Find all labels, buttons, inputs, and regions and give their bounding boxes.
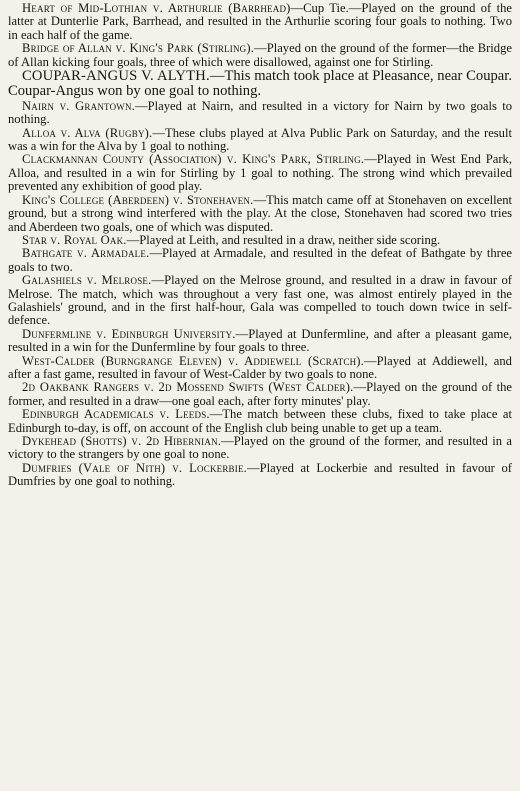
report-heading: Galashiels v. Melrose.	[22, 273, 152, 288]
report-body: —Played on the Melrose ground, and resulted in a draw in favour of Melrose. The match, which was throughout a very fast one, was almost entirely played in the Galashiels' ground, and in the first half-hour, Gala was compelled to touch down twice in self-defence.	[8, 273, 512, 328]
report-body: —The match between these clubs, fixed to take place at Edinburgh to-day, is off, on account of the English club being unable to get up a team.	[8, 407, 512, 435]
match-report	[8, 42, 512, 69]
match-report	[8, 435, 512, 462]
report-body: —Cup Tie.—Played on the ground of the latter at Dunterlie Park, Barrhead, and resulted in the Arthurlie scoring four goals to nothing. Two in each half of the game.	[8, 1, 512, 42]
match-report	[8, 194, 512, 234]
match-report	[8, 247, 512, 274]
report-body: —Played at Dunfermline, and after a pleasant game, resulted in a win for the Dunfermline by four goals to three.	[8, 326, 512, 355]
match-report	[8, 328, 512, 355]
match-report	[8, 274, 512, 328]
match-report	[8, 100, 512, 127]
report-heading: Dykehead (Shotts) v. 2d Hibernian.	[22, 434, 222, 448]
match-report	[8, 381, 512, 408]
report-heading: Edinburgh Academicals v. Leeds.	[22, 407, 210, 422]
report-heading: Heart of Mid-Lothian v. Arthurlie (Barrhead)	[22, 1, 291, 15]
report-body: —Played at Nairn, and resulted in a victory for Nairn by two goals to nothing.	[8, 98, 512, 127]
report-body: —Played at Addiewell, and after a fast game, resulted in favour of West-Calder by two goals to none.	[8, 353, 512, 381]
report-heading: West-Calder (Burngrange Eleven) v. Addiewell (Scratch).	[22, 353, 365, 368]
report-body: —Played at Leith, and resulted in a draw, neither side scoring.	[126, 232, 441, 247]
report-body: —Played at Lockerbie and resulted in favour of Dumfries by one goal to nothing.	[8, 460, 513, 489]
report-heading: 2d Oakbank Rangers v. 2d Mossend Swifts (West Calder).	[22, 380, 354, 395]
report-body: —This match took place at Pleasance, near Coupar. Coupar-Angus won by one goal to nothing.	[8, 68, 512, 100]
match-report	[8, 408, 512, 435]
match-report	[8, 69, 512, 100]
match-report	[8, 234, 512, 247]
report-heading: COUPAR-ANGUS V. ALYTH.	[22, 68, 210, 85]
match-report	[8, 355, 512, 382]
report-heading: Dunfermline v. Edinburgh University.	[22, 326, 236, 341]
match-report	[8, 153, 512, 193]
report-body: —Played on the ground of the former, and resulted in a draw—one goal each, after forty minutes' play.	[8, 380, 512, 408]
report-heading: Dumfries (Vale of Nith) v. Lockerbie.	[22, 460, 247, 475]
report-heading: Clackmannan County (Association) v. King's Park, Stirling.	[22, 152, 365, 167]
report-body: —This match came off at Stonehaven on excellent ground, but a strong wind interfered with the play. At the close, Stonehaven had scored two tries and Aberdeen two goals, one of which was disputed.	[8, 192, 512, 234]
report-body: —Played at Armadale, and resulted in the defeat of Bathgate by three goals to two.	[8, 246, 512, 274]
report-body: —Played in West End Park, Alloa, and resulted in a win for Stirling by 1 goal to nothing. The strong wind which prevailed prevented any exhibition of good play.	[8, 152, 512, 194]
report-heading: Alloa v. Alva (Rugby).	[22, 125, 153, 140]
report-body: —Played on the ground of the former—the Bridge of Allan kicking four goals, three of which were disallowed, against one for Stirling.	[8, 41, 512, 69]
match-report	[8, 462, 512, 489]
match-report	[8, 2, 512, 42]
report-heading: Star v. Royal Oak.	[22, 232, 127, 247]
report-heading: Bathgate v. Armadale.	[22, 246, 150, 261]
report-body: —Played on the ground of the former, and resulted in a victory to the strangers by one goal to none.	[8, 434, 513, 462]
report-heading: King's College (Aberdeen) v. Stonehaven.	[22, 192, 254, 207]
report-body: —These clubs played at Alva Public Park on Saturday, and the result was a win for the Alva by 1 goal to nothing.	[8, 125, 512, 154]
match-report	[8, 127, 512, 154]
report-heading: Nairn v. Grantown.	[22, 98, 136, 113]
report-heading: Bridge of Allan v. King's Park (Stirling).	[22, 41, 255, 56]
